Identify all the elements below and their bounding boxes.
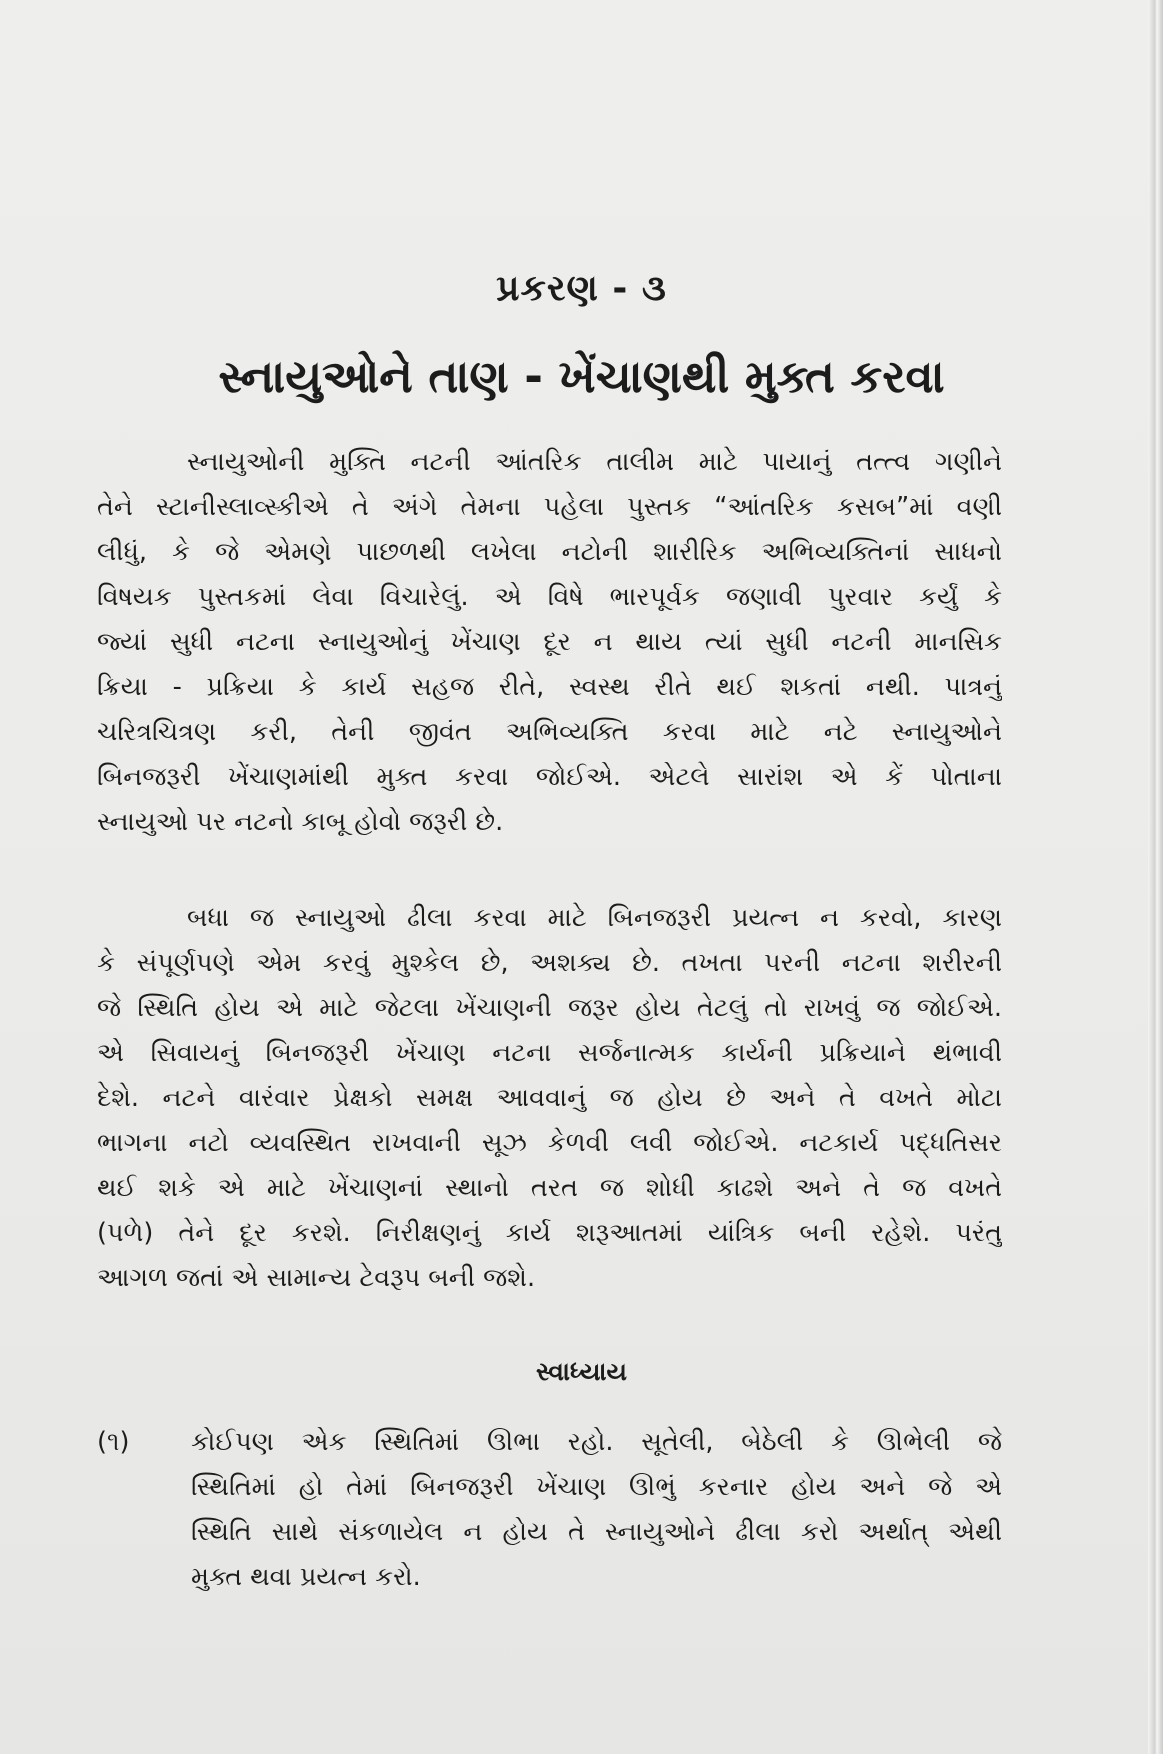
- paragraph-line: બિનજરૂરી ખેંચાણમાંથી મુક્ત કરવા જોઈએ. એટલે સારાંશ એ કેં પોતાના: [97, 762, 1002, 792]
- paragraph-2: [97, 896, 1002, 1301]
- exercise-line: સ્થિતિમાં હો તેમાં બિનજરૂરી ખેંચાણ ઊભું કરનાર હોય અને જે એ: [191, 1472, 1002, 1502]
- exercise-line: મુક્ત થવા પ્રયત્ન કરો.: [191, 1562, 421, 1592]
- exercise-line: સ્થિતિ સાથે સંકળાયેલ ન હોય તે સ્નાયુઓને ઢીલા કરો અર્થાત્ એથી: [191, 1517, 1002, 1547]
- chapter-title: સ્નાયુઓને તાણ - ખેંચાણથી મુક્ત કરવા: [218, 350, 945, 403]
- paragraph-line: સ્નાયુઓ પર નટનો કાબૂ હોવો જરૂરી છે.: [97, 807, 504, 837]
- section-heading: સ્વાધ્યાય: [535, 1357, 628, 1386]
- paragraph-line: (પળે) તેને દૂર કરશે. નિરીક્ષણનું કાર્ય શરૂઆતમાં યાંત્રિક બની રહેશે. પરંતુ: [97, 1218, 1002, 1248]
- paragraph-line: લીધું, કે જે એમણે પાછળથી લખેલા નટોની શારીરિક અભિવ્યક્તિનાં સાધનો: [97, 537, 1002, 567]
- paragraph-line: જે સ્થિતિ હોય એ માટે જેટલા ખેંચાણની જરૂર હોય તેટલું તો રાખવું જ જોઈએ.: [97, 993, 1002, 1023]
- paragraph-line: આગળ જતાં એ સામાન્ય ટેવરૂપ બની જશે.: [97, 1263, 536, 1293]
- paragraph-line: એ સિવાયનું બિનજરૂરી ખેંચાણ નટના સર્જનાત્મક કાર્યની પ્રક્રિયાને થંભાવી: [97, 1038, 1002, 1068]
- paragraph-line: તેને સ્ટાનીસ્લાવ્સ્કીએ તે અંગે તેમના પહેલા પુસ્તક “આંતરિક કસબ”માં વણી: [97, 492, 1002, 522]
- paragraph-line: દેશે. નટને વારંવાર પ્રેક્ષકો સમક્ષ આવવાનું જ હોય છે અને તે વખતે મોટા: [97, 1083, 1002, 1113]
- exercise-text: [191, 1420, 1002, 1600]
- exercise-number: (૧): [97, 1427, 130, 1457]
- paragraph-1: [97, 440, 1002, 845]
- paragraph-line: બધા જ સ્નાયુઓ ઢીલા કરવા માટે બિનજરૂરી પ્રયત્ન ન કરવો, કારણ: [187, 903, 1002, 933]
- paragraph-line: સ્નાયુઓની મુક્તિ નટની આંતરિક તાલીમ માટે પાયાનું તત્ત્વ ગણીને: [187, 447, 1002, 477]
- exercise-line: કોઈપણ એક સ્થિતિમાં ઊભા રહો. સૂતેલી, બેઠેલી કે ઊભેલી જે: [191, 1427, 1002, 1457]
- paragraph-line: કે સંપૂર્ણપણે એમ કરવું મુશ્કેલ છે, અશક્ય છે. તખતા પરની નટના શરીરની: [97, 948, 1002, 978]
- paragraph-line: ક્રિયા - પ્રક્રિયા કે કાર્ય સહજ રીતે, સ્વસ્થ રીતે થઈ શકતાં નથી. પાત્રનું: [97, 672, 1002, 702]
- paragraph-line: ચરિત્રચિત્રણ કરી, તેની જીવંત અભિવ્યક્તિ કરવા માટે નટે સ્નાયુઓને: [97, 717, 1002, 747]
- paragraph-line: વિષયક પુસ્તકમાં લેવા વિચારેલું. એ વિષે ભારપૂર્વક જણાવી પુરવાર કર્યું કે: [97, 582, 1002, 612]
- paragraph-line: ભાગના નટો વ્યવસ્થિત રાખવાની સૂઝ કેળવી લવી જોઈએ. નટકાર્ય પદ્ધતિસર: [97, 1128, 1002, 1158]
- paragraph-line: થઈ શકે એ માટે ખેંચાણનાં સ્થાનો તરત જ શોધી કાઢશે અને તે જ વખતે: [97, 1173, 1002, 1203]
- paragraph-line: જ્યાં સુધી નટના સ્નાયુઓનું ખેંચાણ દૂર ન થાય ત્યાં સુધી નટની માનસિક: [97, 627, 1002, 657]
- page-edge: [1148, 0, 1163, 1754]
- chapter-number: પ્રકરણ - ૩: [496, 268, 667, 309]
